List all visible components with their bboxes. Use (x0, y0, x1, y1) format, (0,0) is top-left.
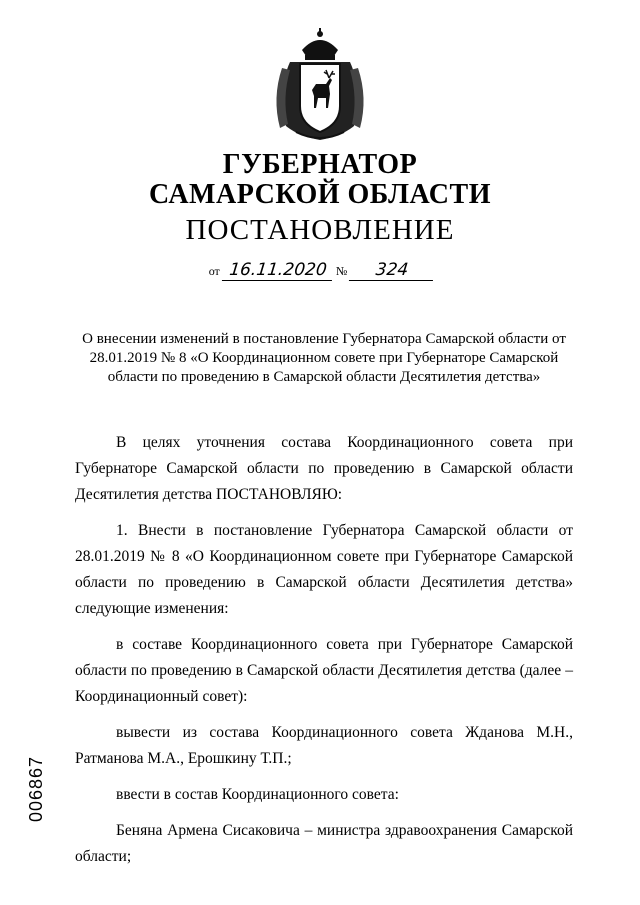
document-type-heading: ПОСТАНОВЛЕНИЕ (185, 214, 455, 246)
number-label: № (335, 264, 348, 278)
document-subject: О внесении изменений в постановление Губернатора Самарской области от 28.01.2019 № 8 «О Координационном совете при Губернаторе Самарской области по проведению в Самарской области Десятилетия детства» (82, 331, 566, 385)
paragraph-item-1: 1. Внести в постановление Губернатора Самарской области от 28.01.2019 № 8 «О Координационном совете при Губернаторе Самарской области по проведению в Самарской области Десятилетия детства» следующие изменения: (75, 522, 573, 617)
paragraph-composition: в составе Координационного совета при Губернаторе Самарской области по проведению в Самарской области Десятилетия детства (далее – Координационный совет): (75, 636, 573, 705)
paragraph-preamble: В целях уточнения состава Координационного совета при Губернаторе Самарской области по проведению в Самарской области Десятилетия детства ПОСТАНОВЛЯЮ: (75, 434, 573, 503)
paragraph-add-members: ввести в состав Координационного совета: (116, 786, 399, 803)
authority-title-line2: САМАРСКОЙ ОБЛАСТИ (149, 179, 491, 210)
coat-of-arms-icon (272, 28, 368, 144)
number-value: 324 (349, 260, 435, 281)
date-number-line (0, 260, 640, 281)
paragraph-remove-members: вывести из состава Координационного совета Жданова М.Н., Ратманова М.А., Ерошкину Т.П.; (75, 724, 573, 767)
paragraph-new-member: Беняна Армена Сисаковича – министра здравоохранения Самарской области; (75, 822, 573, 865)
authority-title-line1: ГУБЕРНАТОР (222, 149, 418, 180)
document-body (75, 430, 573, 874)
date-label: от (208, 264, 220, 278)
date-value: 16.11.2020 (222, 260, 334, 281)
side-serial-number: 006867 (26, 755, 46, 822)
